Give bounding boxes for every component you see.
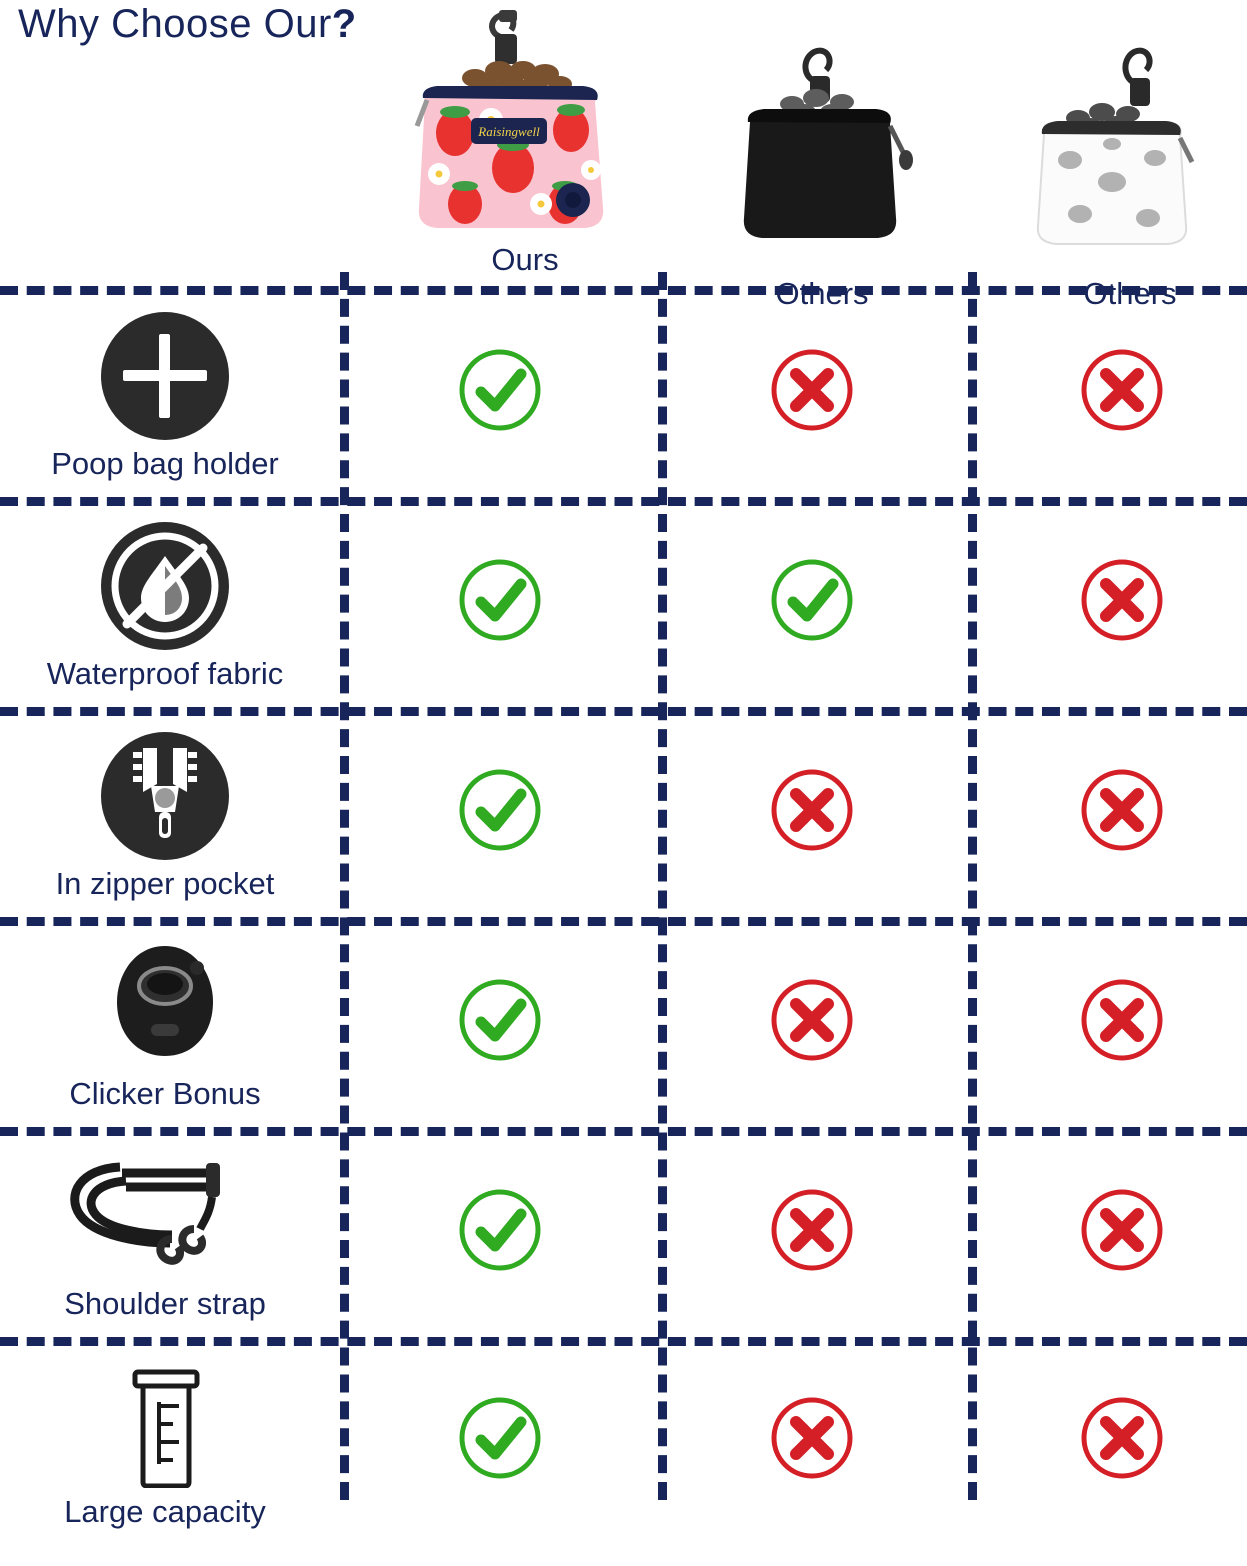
grid-line-vertical (658, 272, 667, 1500)
check-icon (770, 558, 854, 642)
cross-icon (1080, 348, 1164, 432)
feature-row-waterproof-fabric (0, 520, 330, 728)
column-label-other1: Others (775, 276, 869, 311)
cross-icon (1080, 1396, 1164, 1480)
cross-icon (1080, 1188, 1164, 1272)
check-icon (458, 768, 542, 852)
cross-icon (770, 978, 854, 1062)
zipper-icon (0, 730, 330, 862)
page-title-question-mark: ? (331, 2, 357, 46)
cross-icon (770, 768, 854, 852)
cross-icon (1080, 978, 1164, 1062)
container-icon (0, 1358, 330, 1490)
column-header-other1 (692, 42, 952, 312)
brand-tag-text: Raisingwell (478, 124, 540, 139)
cross-icon (770, 1396, 854, 1480)
feature-label: Clicker Bonus (69, 1076, 261, 1111)
feature-label: Waterproof fabric (46, 656, 284, 691)
product-image-other2 (1000, 42, 1247, 272)
feature-row-large-capacity (0, 1358, 330, 1566)
clicker-icon (0, 940, 330, 1072)
cross-icon (770, 348, 854, 432)
feature-row-clicker-bonus (0, 940, 330, 1148)
strap-icon (0, 1150, 330, 1282)
column-label-other2: Others (1083, 276, 1177, 311)
feature-row-in-zipper-pocket (0, 730, 330, 938)
check-icon (458, 978, 542, 1062)
cross-icon (1080, 768, 1164, 852)
poop-bag-dispenser-icon (0, 310, 330, 442)
product-image-ours (395, 8, 655, 238)
grid-line-horizontal (0, 286, 1247, 295)
grid-line-vertical (340, 272, 349, 1500)
page-title-text: Why Choose Our (18, 2, 332, 46)
page-title (18, 2, 357, 47)
check-icon (458, 348, 542, 432)
feature-row-poop-bag-holder (0, 310, 330, 518)
check-icon (458, 1396, 542, 1480)
product-image-other1 (692, 42, 952, 272)
feature-label: Poop bag holder (51, 446, 279, 481)
feature-label: In zipper pocket (55, 866, 275, 901)
column-header-ours (395, 8, 655, 278)
feature-row-shoulder-strap (0, 1150, 330, 1358)
check-icon (458, 1188, 542, 1272)
cross-icon (770, 1188, 854, 1272)
check-icon (458, 558, 542, 642)
grid-line-vertical (968, 272, 977, 1500)
no-water-drop-icon (0, 520, 330, 652)
column-label-ours: Ours (491, 242, 559, 277)
cross-icon (1080, 558, 1164, 642)
feature-label: Shoulder strap (64, 1286, 266, 1321)
column-header-other2 (1000, 42, 1247, 312)
feature-label: Large capacity (64, 1494, 266, 1529)
